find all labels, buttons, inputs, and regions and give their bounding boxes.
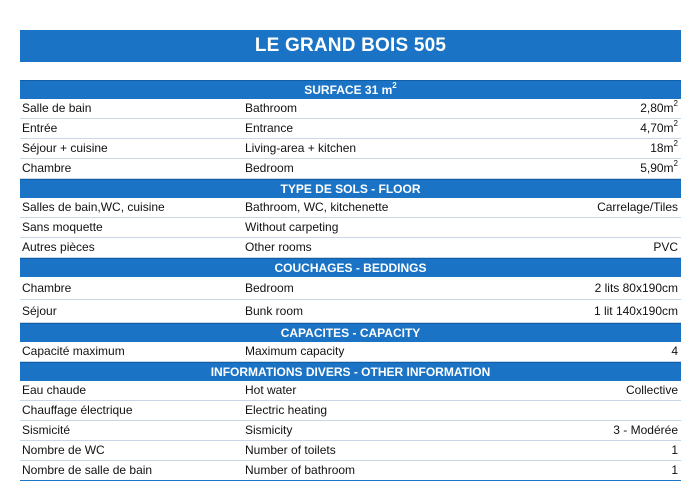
value-text: 5,90m [640,161,674,175]
row-value: 1 lit 140x190cm [593,304,678,318]
row-value: 1 [671,463,678,477]
label-en: Bathroom, WC, kitchenette [245,200,389,214]
row-value [640,119,678,138]
label-fr: Salles de bain,WC, cuisine [22,200,165,214]
label-fr: Nombre de WC [22,443,105,457]
section-header-other: INFORMATIONS DIVERS - OTHER INFORMATION [20,362,681,381]
label-en: Sismicity [245,423,293,437]
surface-header-sup: 2 [392,81,397,90]
label-fr: Sans moquette [22,220,103,234]
label-en: Living-area + kitchen [245,141,357,155]
row-value [640,99,678,118]
row-value: 4 [671,344,678,358]
label-fr: Séjour + cuisine [22,141,108,155]
table-row [20,218,681,238]
label-fr: Sismicité [22,423,71,437]
info-table [20,80,681,481]
row-value: 1 [671,443,678,457]
table-row [20,381,681,401]
value-text: 18m [650,141,674,155]
label-en: Bunk room [245,304,304,318]
table-row [20,139,681,159]
label-en: Other rooms [245,240,312,254]
row-value: Carrelage/Tiles [597,200,678,214]
label-fr: Séjour [22,304,57,318]
label-en: Bedroom [245,161,294,175]
table-row [20,421,681,441]
label-fr: Chambre [22,281,72,295]
table-row [20,401,681,421]
table-row [20,277,681,300]
label-en: Maximum capacity [245,344,345,358]
label-en: Number of bathroom [245,463,356,477]
row-value: 2 lits 80x190cm [594,281,678,295]
surface-header-label: SURFACE 31 m [304,83,393,97]
label-en: Bathroom [245,101,298,115]
table-row [20,342,681,362]
section-header-beddings: COUCHAGES - BEDDINGS [20,258,681,277]
section-header-capacity: CAPACITES - CAPACITY [20,323,681,342]
label-fr: Autres pièces [22,240,95,254]
table-row [20,461,681,480]
value-text: 2,80m [640,101,674,115]
table-row [20,441,681,461]
row-value [650,139,678,158]
label-fr: Capacité maximum [22,344,125,358]
row-value: Collective [625,383,678,397]
value-sup: 2 [673,99,678,108]
value-sup: 2 [673,139,678,148]
table-row [20,238,681,258]
label-en: Entrance [245,121,294,135]
label-fr: Chauffage électrique [22,403,133,417]
table-row [20,99,681,119]
label-fr: Salle de bain [22,101,92,115]
table-row [20,119,681,139]
value-sup: 2 [673,119,678,128]
table-row [20,159,681,179]
table-row [20,300,681,323]
label-en: Without carpeting [245,220,339,234]
label-en: Hot water [245,383,297,397]
row-value: 3 - Modérée [613,423,678,437]
label-fr: Nombre de salle de bain [22,463,153,477]
label-fr: Eau chaude [22,383,87,397]
page-title: LE GRAND BOIS 505 [20,30,681,62]
row-value: PVC [653,240,678,254]
label-en: Electric heating [245,403,328,417]
label-fr: Entrée [22,121,58,135]
table-row [20,198,681,218]
value-text: 4,70m [640,121,674,135]
value-sup: 2 [673,159,678,168]
label-en: Bedroom [245,281,294,295]
label-en: Number of toilets [245,443,336,457]
row-value [640,159,678,178]
label-fr: Chambre [22,161,72,175]
section-header-floor: TYPE DE SOLS - FLOOR [20,179,681,198]
section-header-surface [20,80,681,99]
